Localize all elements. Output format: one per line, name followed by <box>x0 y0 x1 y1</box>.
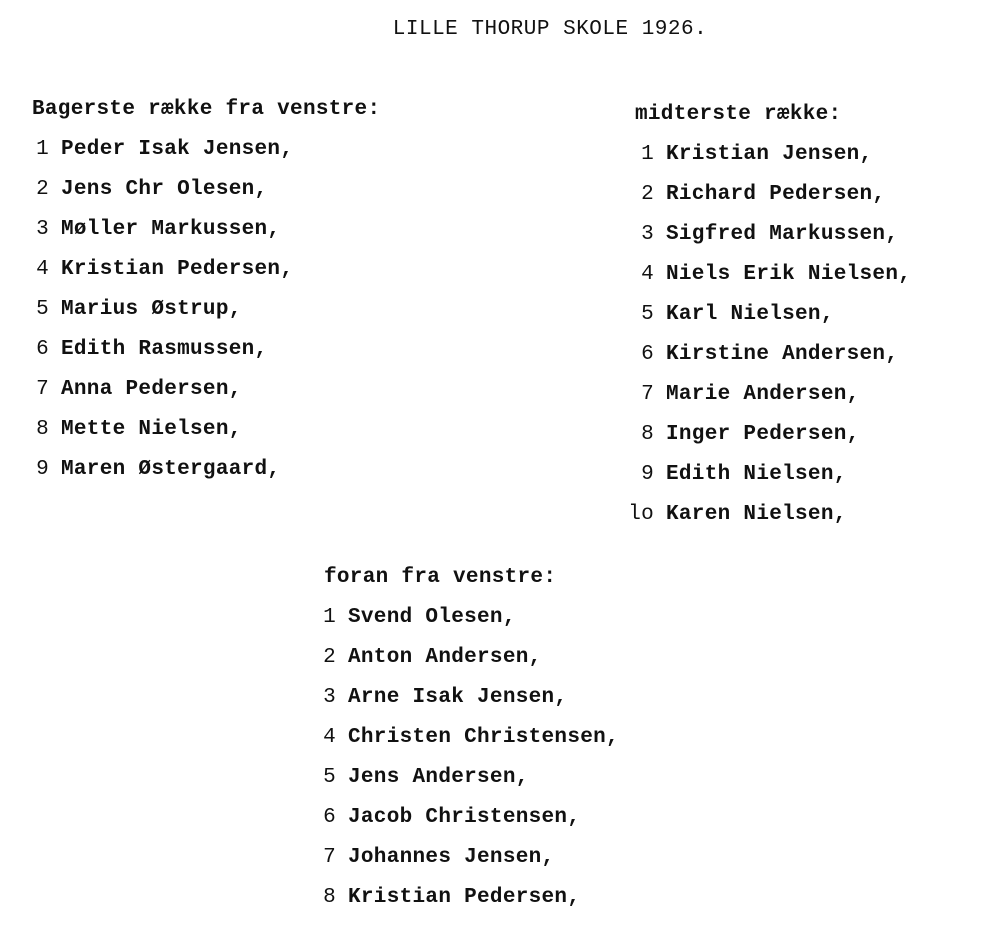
person-name: Kristian Pedersen, <box>61 258 294 281</box>
person-name: Kristian Pedersen, <box>348 886 581 909</box>
item-number: 5 <box>36 298 49 321</box>
list-item <box>32 170 380 210</box>
person-name: Anton Andersen, <box>348 646 542 669</box>
list-item <box>616 455 911 495</box>
item-number: 9 <box>641 463 654 486</box>
list-item <box>32 330 380 370</box>
person-name: Karl Nielsen, <box>666 303 834 326</box>
list-item <box>306 598 619 638</box>
person-name: Anna Pedersen, <box>61 378 242 401</box>
person-name: Johannes Jensen, <box>348 846 555 869</box>
person-name: Jens Chr Olesen, <box>61 178 268 201</box>
list-item <box>306 678 619 718</box>
list-item <box>616 215 911 255</box>
item-number: 8 <box>323 886 336 909</box>
list-item <box>616 335 911 375</box>
item-number: 6 <box>36 338 49 361</box>
person-name: Jacob Christensen, <box>348 806 581 829</box>
item-number: 2 <box>323 646 336 669</box>
back-row-list <box>32 90 380 490</box>
item-number: 6 <box>641 343 654 366</box>
person-name: Kirstine Andersen, <box>666 343 899 366</box>
person-name: Arne Isak Jensen, <box>348 686 568 709</box>
item-number: 4 <box>323 726 336 749</box>
front-row-heading: foran fra venstre: <box>324 566 557 589</box>
person-name: Edith Rasmussen, <box>61 338 268 361</box>
item-number: 2 <box>641 183 654 206</box>
page-title: LILLE THORUP SKOLE 1926. <box>392 18 708 41</box>
person-name: Inger Pedersen, <box>666 423 860 446</box>
list-item <box>32 210 380 250</box>
list-item <box>32 410 380 450</box>
list-item <box>306 638 619 678</box>
middle-row-heading: midterste række: <box>635 103 842 126</box>
item-number: 9 <box>36 458 49 481</box>
item-number: 7 <box>323 846 336 869</box>
item-number: 4 <box>641 263 654 286</box>
item-number: 1 <box>36 138 49 161</box>
list-item <box>616 135 911 175</box>
person-name: Marius Østrup, <box>61 298 242 321</box>
item-number: 5 <box>323 766 336 789</box>
list-item <box>616 375 911 415</box>
list-item <box>306 878 619 918</box>
list-item <box>32 130 380 170</box>
item-number: 7 <box>641 383 654 406</box>
person-name: Karen Nielsen, <box>666 503 847 526</box>
list-item <box>306 798 619 838</box>
item-number: 3 <box>641 223 654 246</box>
item-number: 3 <box>323 686 336 709</box>
front-row-list <box>306 558 619 918</box>
list-item <box>616 255 911 295</box>
item-number: lo <box>628 503 654 526</box>
list-item <box>32 250 380 290</box>
person-name: Edith Nielsen, <box>666 463 847 486</box>
list-item <box>32 450 380 490</box>
person-name: Svend Olesen, <box>348 606 516 629</box>
person-name: Richard Pedersen, <box>666 183 886 206</box>
list-item <box>306 758 619 798</box>
item-number: 8 <box>641 423 654 446</box>
item-number: 1 <box>323 606 336 629</box>
list-item <box>616 175 911 215</box>
middle-row-list <box>616 95 911 535</box>
person-name: Mette Nielsen, <box>61 418 242 441</box>
item-number: 8 <box>36 418 49 441</box>
item-number: 1 <box>641 143 654 166</box>
list-item <box>616 495 911 535</box>
list-item <box>306 718 619 758</box>
person-name: Niels Erik Nielsen, <box>666 263 912 286</box>
list-item <box>32 370 380 410</box>
item-number: 5 <box>641 303 654 326</box>
item-number: 2 <box>36 178 49 201</box>
list-item <box>32 290 380 330</box>
list-item <box>306 838 619 878</box>
person-name: Sigfred Markussen, <box>666 223 899 246</box>
person-name: Kristian Jensen, <box>666 143 873 166</box>
person-name: Peder Isak Jensen, <box>61 138 294 161</box>
item-number: 3 <box>36 218 49 241</box>
item-number: 4 <box>36 258 49 281</box>
item-number: 7 <box>36 378 49 401</box>
back-row-heading: Bagerste række fra venstre: <box>32 98 381 121</box>
person-name: Maren Østergaard, <box>61 458 281 481</box>
person-name: Marie Andersen, <box>666 383 860 406</box>
person-name: Jens Andersen, <box>348 766 529 789</box>
item-number: 6 <box>323 806 336 829</box>
list-item <box>616 415 911 455</box>
person-name: Møller Markussen, <box>61 218 281 241</box>
person-name: Christen Christensen, <box>348 726 619 749</box>
list-item <box>616 295 911 335</box>
